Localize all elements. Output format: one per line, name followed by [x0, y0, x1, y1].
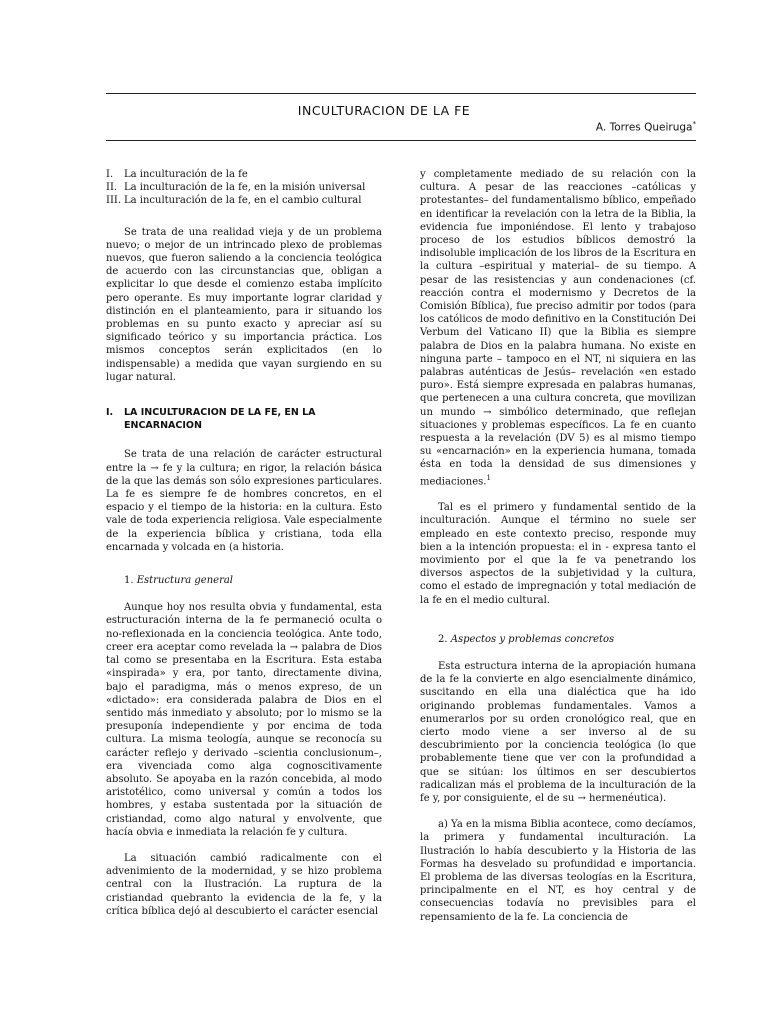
article-title: INCULTURACION DE LA FE [297, 103, 471, 118]
subsection-number: 1. [124, 575, 134, 587]
author-name: A. Torres Queiruga [595, 121, 693, 134]
intro-paragraph: Se trata de una realidad vieja y de un problema nuevo; o mejor de un intrincado plexo de problemas nuevos, que fueron saliendo a la conciencia teológica de acuerdo con las circunstancias que, obligan a explicitar lo que desde el comienzo estaba implícito pero operante. Es muy importante lograr claridad y distinción en el planteamiento, para ir situando los problemas en su punto exacto y apreciar así su significado teórico y su importancia práctica. Los mismos conceptos serán explicitados (en lo indispensable) a medida que vayan surgiendo en su lugar natural. [106, 226, 382, 383]
footnote-ref: 1 [486, 473, 491, 482]
body-paragraph: a) Ya en la misma Biblia acontece, como decíamos, la primera y fundamental inculturación. La Ilustración lo había descubierto y la Historia de las Formas ha desvelado su profundidad e importancia. El problema de las diversas teologías en la Escritura, principalmente en el NT, es hoy central y de consecuencias todavía no previsibles para el repensamiento de la fe. La conciencia de [420, 819, 696, 923]
toc-number: III. [106, 195, 122, 207]
toc-item [106, 168, 382, 181]
right-column [420, 168, 696, 924]
body-paragraph: Se trata de una relación de carácter estructural entre la → fe y la cultura; en rigor, la relación básica de la que las demás son sólo expresiones particulares. La fe es siempre fe de hombres concretos, en el espacio y el tiempo de la historia: en la cultura. Esto vale de toda experiencia religiosa. Vale especialmente de la experiencia bíblica y cristiana, toda ella encarnada y volcada en (a historia. [106, 449, 382, 553]
left-column [106, 168, 382, 918]
header-rule-bottom [106, 140, 696, 141]
subsection-title: Estructura general [136, 575, 234, 587]
continued-text: y completamente mediado de su relación con la cultura. A pesar de las reacciones –católicas y protestantes– del fundamentalismo bíblico, empeñado en identificar la revelación con la letra de la Biblia, la evidencia fue imponiéndose. El lento y trabajoso proceso de los estudios bíblicos demostró la indisoluble implicación de los libros de la Escritura en la cultura –espiritual y material– de su tiempo. A pesar de las resistencias y aun condenaciones (cf. reacción contra el modernismo y Decretos de la Comisión Bíblica), fue preciso admitir por todos (para los católicos de modo definitivo en la Constitución Dei Verbum del Vaticano II) que la Biblia es siempre palabra de Dios en la palabra humana. No existe en ninguna parte – tampoco en el NT, ni siquiera en las palabras auténticas de Jesús– revelación «en estado puro». Está siempre expresada en palabras humanas, que pertenecen a una cultura concreta, que movilizan un mundo → simbólico determinado, que reflejan situaciones y problemas específicos. La fe en cuanto respuesta a la revelación (DV 5) es al mismo tiempo su «encarnación» en la experiencia humana, tomada ésta en toda la densidad de sus dimensiones y mediaciones [420, 169, 696, 487]
section-heading-1 [106, 406, 382, 432]
table-of-contents [106, 168, 382, 208]
subsection-number: 2. [438, 633, 448, 645]
toc-item [106, 181, 382, 194]
subsection-heading-2 [438, 633, 696, 646]
author-footnote-mark: * [692, 120, 696, 128]
subsection-title: Aspectos y problemas concretos [450, 633, 615, 645]
toc-number: I. [106, 169, 114, 180]
body-paragraph: Esta estructura interna de la apropiación humana de la fe la convierte en algo esencialmente dinámico, suscitando en ella una dialéctica que ha ido originando problemas fundamentales. Vamos a enumerarlos por su orden cronológico real, que en cierto modo viene a ser inverso al de su descubrimiento por la conciencia teológica (lo que probablemente tiene que ver con la profundidad a que se sitúan: los últimos en ser descubiertos radicalizan más el problema de la inculturación de la fe y, por consiguiente, el de su → hermenéutica). [420, 661, 696, 805]
body-paragraph: Aunque hoy nos resulta obvia y fundamental, esta estructuración interna de la fe permaneció oculta o no-reflexionada en la conciencia teológica. Ante todo, creer era aceptar como revelada la → palabra de Dios tal como se presentaba en la Escritura. Esta estaba «inspirada» y era, por tanto, directamente divina, bajo el paradigma, más o menos expreso, de un «dictado»: era considerada palabra de Dios en el sentido más inmediato y absoluto; por lo mismo se la presuponía independiente y por encima de toda cultura. La misma teología, aunque se reconocía su carácter reflejo y derivado –scientia conclusionum–, era vivenciada como alga cognoscitivamente absoluto. Se apoyaba en la razón concebida, al modo aristotélico, como universal y común a todos los hombres, y estaba sustentada por la situación de cristiandad, como algo natural y envolvente, que hacía obvia e inmediata la relación fe y cultura. [106, 602, 382, 838]
continued-paragraph: y completamente mediado de su relación con la cultura. A pesar de las reacciones –católicas y protestantes– del fundamentalismo bíblico, empeñado en identificar la revelación con la letra de la Biblia, la evidencia fue imponiéndose. El lento y trabajoso proceso de los estudios bíblicos demostró la indisoluble implicación de los libros de la Escritura en la cultura –espiritual y material– de su tiempo. A pesar de las resistencias y aun condenaciones (cf. reacción contra el modernismo y Decretos de la Comisión Bíblica), fue preciso admitir por todos (para los católicos de modo definitivo en la Constitución Dei Verbum del Vaticano II) que la Biblia es siempre palabra de Dios en la palabra humana. No existe en ninguna parte – tampoco en el NT, ni siquiera en las palabras auténticas de Jesús– revelación «en estado puro». Está siempre expresada en palabras humanas, que pertenecen a una cultura concreta, que movilizan un mundo → simbólico determinado, que reflejan situaciones y problemas específicos. La fe en cuanto respuesta a la revelación (DV 5) es al mismo tiempo su «encarnación» en la experiencia humana, tomada ésta en toda la densidad de sus dimensiones y mediaciones.$^1$ [420, 169, 696, 487]
toc-item [106, 194, 382, 207]
body-paragraph: La situación cambió radicalmente con el advenimiento de la modernidad, y se hizo problema central con la Ilustración. La ruptura de la cristiandad quebranto la evidencia de la fe, y la crítica bíblica dejó al descubierto el carácter esencial [106, 852, 382, 917]
article-author [596, 120, 696, 134]
section-title: LA INCULTURACION DE LA FE, EN LA ENCARNACION [124, 407, 316, 432]
toc-text: La inculturación de la fe [124, 169, 248, 180]
subsection-heading-1 [124, 574, 382, 587]
toc-text: La inculturación de la fe, en la misión universal [124, 182, 366, 194]
header-rule-top [106, 93, 696, 94]
toc-number: II. [106, 182, 118, 194]
body-paragraph: Tal es el primero y fundamental sentido de la inculturación. Aunque el término no suele ser empleado en este contexto preciso, responde muy bien a la intención propuesta: el in - expresa tanto el movimiento por el que la fe va penetrando los diversos aspectos de la subjetividad y la cultura, como el estado de impregnación y total mediación de la fe en el medio cultural. [420, 502, 696, 606]
section-number: I. [106, 407, 114, 419]
toc-text: La inculturación de la fe, en el cambio cultural [124, 195, 362, 207]
